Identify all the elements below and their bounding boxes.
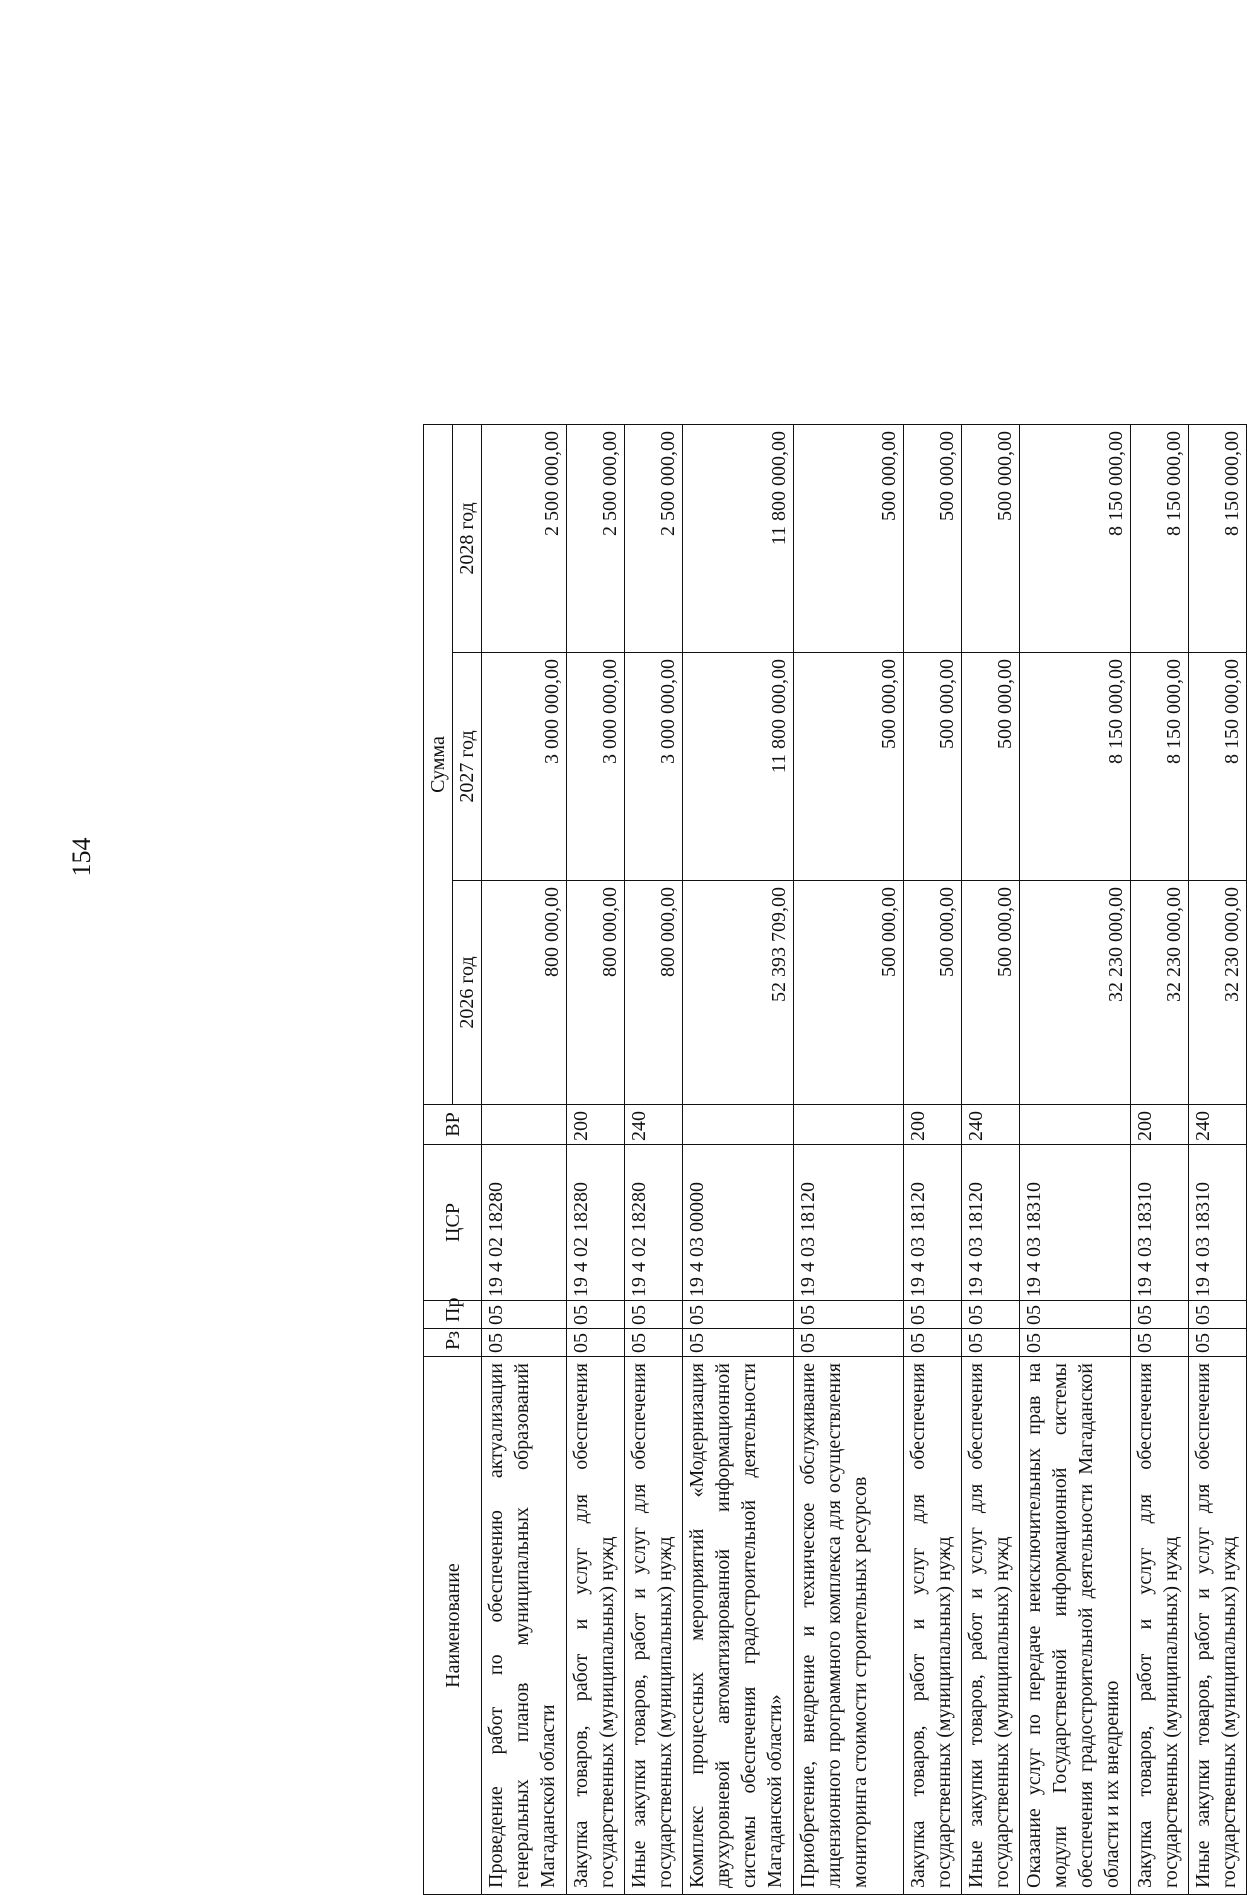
row-sum-2027: 3 000 000,00 (482, 653, 567, 881)
row-sum-2026: 32 230 000,00 (1188, 881, 1246, 1105)
row-vr (683, 1105, 794, 1145)
row-vr (1019, 1105, 1130, 1145)
row-vr: 200 (1130, 1105, 1188, 1145)
table-row (625, 424, 683, 1894)
row-rz: 05 (1130, 1329, 1188, 1357)
row-csr: 19 4 03 00000 (683, 1145, 794, 1301)
row-name: Проведение работ по обеспечению актуализации генеральных планов муниципальных образований Магаданской области (482, 1357, 567, 1895)
row-pr: 05 (1130, 1301, 1188, 1329)
row-vr: 240 (961, 1105, 1019, 1145)
header-csr: ЦСР (424, 1145, 482, 1301)
table-row (1130, 424, 1188, 1894)
row-sum-2026: 500 000,00 (961, 881, 1019, 1105)
row-csr: 19 4 02 18280 (482, 1145, 567, 1301)
row-sum-2028: 500 000,00 (961, 424, 1019, 652)
header-2028: 2028 год (453, 424, 482, 652)
row-csr: 19 4 02 18280 (567, 1145, 625, 1301)
row-sum-2027: 8 150 000,00 (1019, 653, 1130, 881)
row-sum-2027: 8 150 000,00 (1188, 653, 1246, 881)
row-sum-2026: 500 000,00 (903, 881, 961, 1105)
header-rz: Рз (424, 1329, 482, 1357)
row-pr: 05 (482, 1301, 567, 1329)
header-sum: Сумма (424, 424, 453, 1104)
row-sum-2028: 8 150 000,00 (1188, 424, 1246, 652)
row-pr: 05 (1019, 1301, 1130, 1329)
row-sum-2027: 500 000,00 (961, 653, 1019, 881)
row-name: Иные закупки товаров, работ и услуг для обеспечения государственных (муниципальных) нужд (625, 1357, 683, 1895)
row-name: Иные закупки товаров, работ и услуг для обеспечения государственных (муниципальных) нужд (1188, 1357, 1246, 1895)
row-sum-2028: 500 000,00 (903, 424, 961, 652)
table-row (794, 424, 904, 1894)
row-rz: 05 (683, 1329, 794, 1357)
table-row (961, 424, 1019, 1894)
table-row (683, 424, 794, 1894)
row-vr (794, 1105, 904, 1145)
row-csr: 19 4 03 18310 (1188, 1145, 1246, 1301)
row-csr: 19 4 03 18120 (903, 1145, 961, 1301)
row-pr: 05 (683, 1301, 794, 1329)
row-sum-2027: 3 000 000,00 (567, 653, 625, 881)
header-2026: 2026 год (453, 881, 482, 1105)
table-row (567, 424, 625, 1894)
row-name: Оказание услуг по передаче неисключительных прав на модули Государственной информационной системы обеспечения градостроительной деятельности Магаданской области и их внедрению (1019, 1357, 1130, 1895)
row-rz: 05 (1019, 1329, 1130, 1357)
row-sum-2028: 11 800 000,00 (683, 424, 794, 652)
row-csr: 19 4 03 18120 (794, 1145, 904, 1301)
row-csr: 19 4 03 18310 (1019, 1145, 1130, 1301)
row-sum-2026: 800 000,00 (567, 881, 625, 1105)
row-vr: 240 (625, 1105, 683, 1145)
row-name: Комплекс процессных мероприятий «Модернизация двухуровневой автоматизированной информационной системы обеспечения градостроительной деятельности Магаданской области» (683, 1357, 794, 1895)
page-number: 154 (67, 837, 96, 877)
row-sum-2028: 2 500 000,00 (625, 424, 683, 652)
row-pr: 05 (794, 1301, 904, 1329)
row-sum-2026: 32 230 000,00 (1019, 881, 1130, 1105)
budget-table (423, 424, 1247, 1895)
row-csr: 19 4 03 18310 (1130, 1145, 1188, 1301)
row-sum-2028: 500 000,00 (794, 424, 904, 652)
row-sum-2028: 8 150 000,00 (1130, 424, 1188, 652)
row-rz: 05 (482, 1329, 567, 1357)
table-row (1188, 424, 1246, 1894)
row-sum-2027: 500 000,00 (794, 653, 904, 881)
table-row (482, 424, 567, 1894)
table-row (1019, 424, 1130, 1894)
row-sum-2026: 500 000,00 (794, 881, 904, 1105)
row-rz: 05 (625, 1329, 683, 1357)
row-name: Закупка товаров, работ и услуг для обеспечения государственных (муниципальных) нужд (903, 1357, 961, 1895)
header-pr: Пр (424, 1301, 482, 1329)
row-sum-2026: 32 230 000,00 (1130, 881, 1188, 1105)
row-pr: 05 (625, 1301, 683, 1329)
row-sum-2026: 52 393 709,00 (683, 881, 794, 1105)
row-rz: 05 (1188, 1329, 1246, 1357)
row-sum-2026: 800 000,00 (625, 881, 683, 1105)
row-sum-2028: 2 500 000,00 (567, 424, 625, 652)
row-name: Приобретение, внедрение и техническое обслуживание лицензионного программного комплекса для осуществления мониторинга стоимости строительных ресурсов (794, 1357, 904, 1895)
row-sum-2028: 8 150 000,00 (1019, 424, 1130, 652)
row-rz: 05 (567, 1329, 625, 1357)
row-vr (482, 1105, 567, 1145)
row-sum-2027: 3 000 000,00 (625, 653, 683, 881)
row-pr: 05 (567, 1301, 625, 1329)
row-pr: 05 (903, 1301, 961, 1329)
header-name: Наименование (424, 1357, 482, 1895)
table-row (903, 424, 961, 1894)
row-name: Закупка товаров, работ и услуг для обеспечения государственных (муниципальных) нужд (567, 1357, 625, 1895)
row-sum-2026: 800 000,00 (482, 881, 567, 1105)
row-sum-2027: 11 800 000,00 (683, 653, 794, 881)
header-2027: 2027 год (453, 653, 482, 881)
row-vr: 200 (903, 1105, 961, 1145)
row-csr: 19 4 03 18120 (961, 1145, 1019, 1301)
row-rz: 05 (794, 1329, 904, 1357)
row-name: Иные закупки товаров, работ и услуг для обеспечения государственных (муниципальных) нужд (961, 1357, 1019, 1895)
row-sum-2028: 2 500 000,00 (482, 424, 567, 652)
header-vr: ВР (424, 1105, 482, 1145)
row-sum-2027: 500 000,00 (903, 653, 961, 881)
row-pr: 05 (1188, 1301, 1246, 1329)
row-rz: 05 (903, 1329, 961, 1357)
rotated-table-container (423, 425, 1247, 1895)
row-sum-2027: 8 150 000,00 (1130, 653, 1188, 881)
row-pr: 05 (961, 1301, 1019, 1329)
row-vr: 200 (567, 1105, 625, 1145)
row-rz: 05 (961, 1329, 1019, 1357)
row-csr: 19 4 02 18280 (625, 1145, 683, 1301)
row-name: Закупка товаров, работ и услуг для обеспечения государственных (муниципальных) нужд (1130, 1357, 1188, 1895)
row-vr: 240 (1188, 1105, 1246, 1145)
